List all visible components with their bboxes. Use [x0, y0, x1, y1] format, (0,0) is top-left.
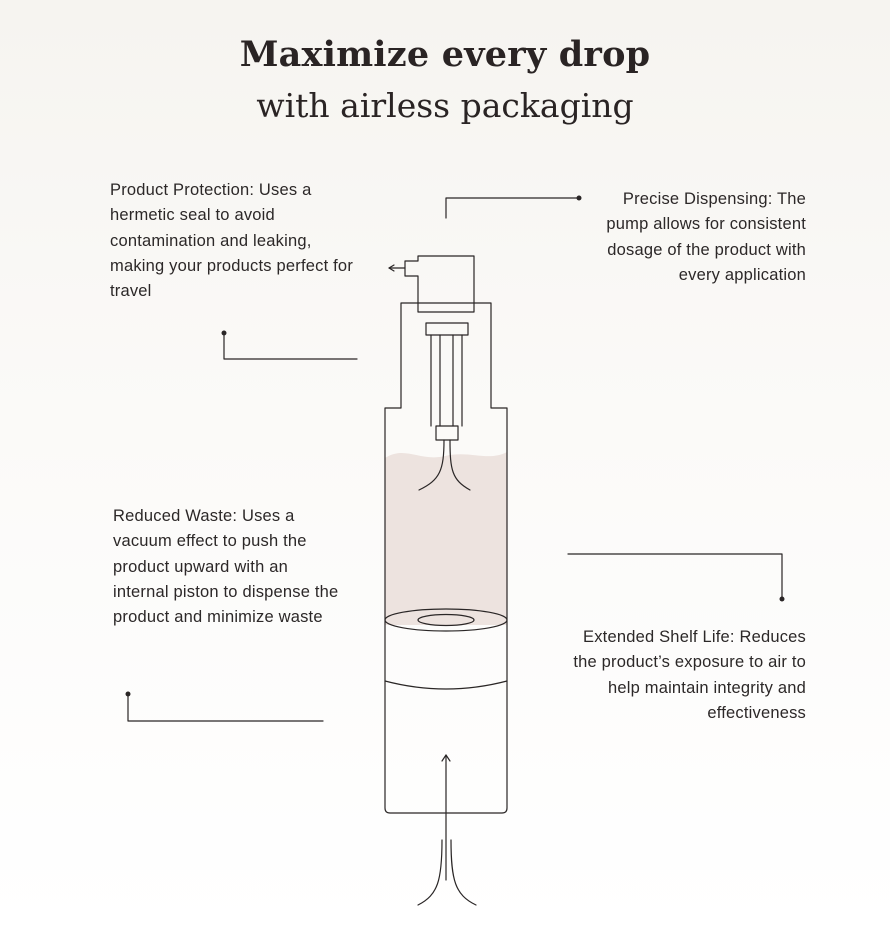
flow-lines-bottom	[418, 840, 476, 905]
pump-collar	[426, 323, 468, 335]
page-subtitle: with airless packaging	[256, 86, 634, 125]
leader-precise-dispensing	[446, 198, 579, 218]
callout-extended-shelf-life: Extended Shelf Life: Reduces the product’s exposure to air to help maintain integrity and effectiveness	[573, 628, 806, 722]
piston-bottom	[385, 681, 507, 689]
leader-extended-shelf-life	[568, 554, 782, 599]
callout-product-protection: Product Protection: Uses a hermetic seal to avoid contamination and leaking, making your products perfect for travel	[110, 181, 354, 301]
page-title: Maximize every drop	[239, 34, 651, 75]
product-fill	[385, 452, 507, 625]
callout-reduced-waste: Reduced Waste: Uses a vacuum effect to push the product upward with an internal piston to dispense the product and minimize waste	[113, 507, 339, 627]
leader-product-protection	[224, 333, 357, 359]
pump-stem-base	[436, 426, 458, 440]
leader-reduced-waste	[128, 694, 323, 721]
callout-precise-dispensing: Precise Dispensing: The pump allows for consistent dosage of the product with every application	[606, 190, 806, 284]
